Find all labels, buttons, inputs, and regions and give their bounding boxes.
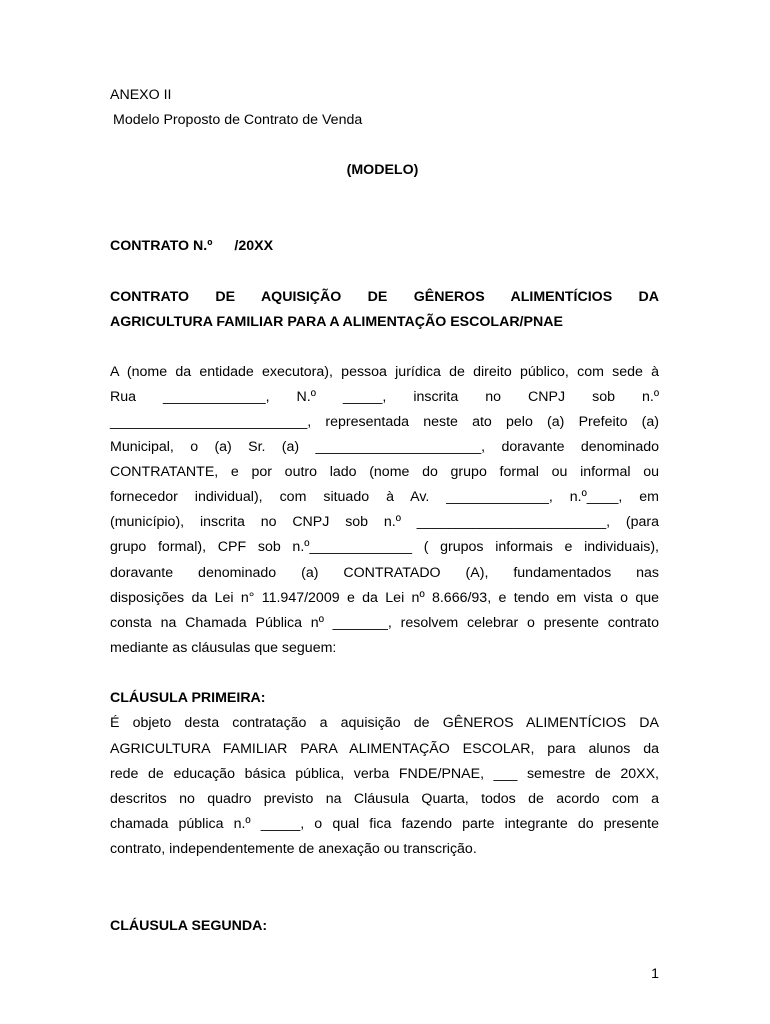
annex-label: ANEXO II: [110, 87, 172, 103]
paragraph-line: (município), inscrita no CNPJ sob n.º ________________________, (para: [110, 514, 659, 530]
paragraph-line: doravante denominado (a) CONTRATADO (A), fundamentados nas: [110, 565, 659, 581]
contract-number: [110, 237, 659, 255]
model-label: (MODELO): [346, 162, 419, 178]
paragraph-line: CONTRATANTE, e por outro lado (nome do grupo formal ou informal ou: [110, 464, 659, 480]
document-subtitle: Modelo Proposto de Contrato de Venda: [113, 112, 363, 128]
paragraph-line: A (nome da entidade executora), pessoa jurídica de direito público, com sede à: [110, 364, 659, 380]
contract-title-line: CONTRATO DE AQUISIÇÃO DE GÊNEROS ALIMENTÍCIOS DA: [110, 289, 659, 305]
clause-first-heading: CLÁUSULA PRIMEIRA:: [110, 690, 266, 706]
paragraph-line: Rua _____________, N.º _____, inscrita no CNPJ sob n.º: [110, 389, 659, 405]
contract-number-suffix: /20XX: [234, 238, 274, 254]
clause-line: chamada pública n.º _____, o qual fica fazendo parte integrante do presente: [110, 816, 659, 832]
clause-line: descritos no quadro previsto na Cláusula Quarta, todos de acordo com a: [110, 791, 659, 807]
clause-line: rede de educação básica pública, verba FNDE/PNAE, ___ semestre de 20XX,: [110, 766, 659, 782]
paragraph-line: consta na Chamada Pública nº _______, resolvem celebrar o presente contrato: [110, 615, 659, 631]
contract-number-prefix: CONTRATO N.º: [110, 238, 213, 254]
clause-line: É objeto desta contratação a aquisição de GÊNEROS ALIMENTÍCIOS DA: [110, 715, 659, 731]
paragraph-line: _________________________, representada neste ato pelo (a) Prefeito (a): [110, 414, 659, 430]
clause-line: AGRICULTURA FAMILIAR PARA ALIMENTAÇÃO ESCOLAR, para alunos da: [110, 741, 659, 757]
paragraph-line: mediante as cláusulas que seguem:: [110, 640, 337, 656]
clause-second-heading: CLÁUSULA SEGUNDA:: [110, 918, 268, 934]
contract-title-line: AGRICULTURA FAMILIAR PARA A ALIMENTAÇÃO ESCOLAR/PNAE: [110, 314, 563, 330]
page-number: 1: [651, 966, 659, 982]
paragraph-line: Municipal, o (a) Sr. (a) _____________________, doravante denominado: [110, 439, 659, 455]
paragraph-line: grupo formal), CPF sob n.º_____________ ( grupos informais e individuais),: [110, 539, 659, 555]
clause-line: contrato, independentemente de anexação ou transcrição.: [110, 841, 477, 857]
paragraph-line: disposições da Lei n° 11.947/2009 e da Lei nº 8.666/93, e tendo em vista o que: [110, 590, 659, 606]
paragraph-line: fornecedor individual), com situado à Av. _____________, n.º____, em: [110, 489, 659, 505]
